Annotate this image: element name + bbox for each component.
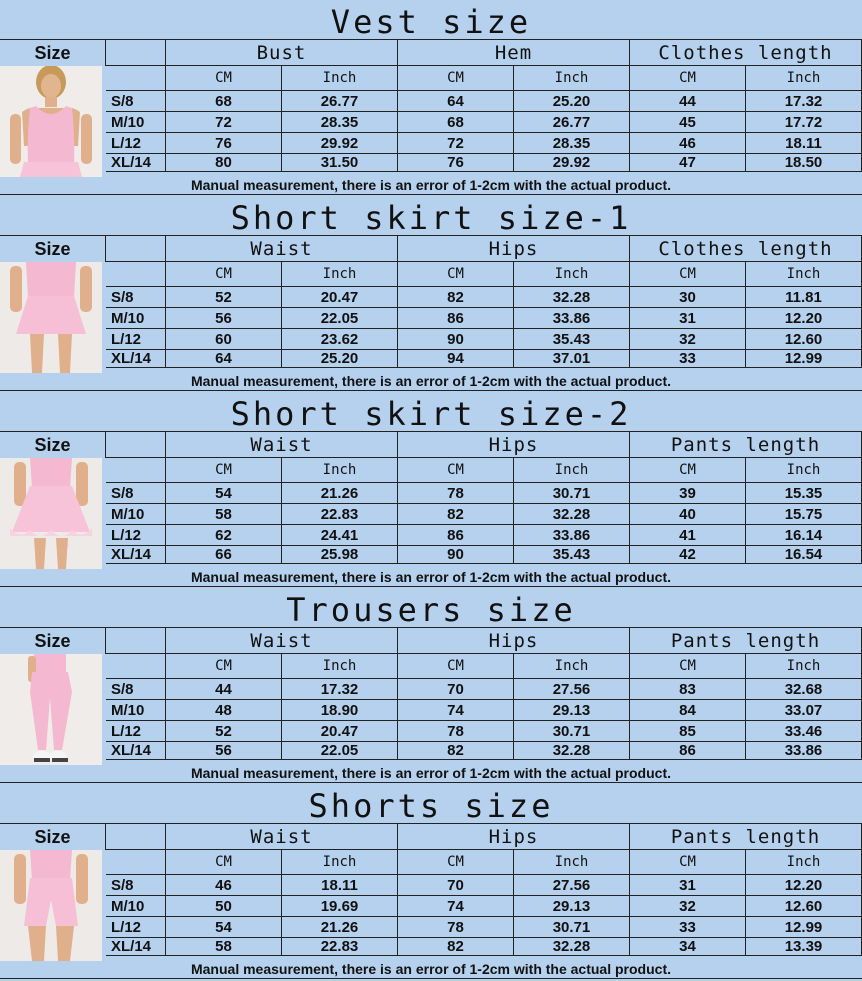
unit-spacer — [106, 66, 166, 91]
value-cell: 22.05 — [282, 742, 398, 760]
value-cell: 20.47 — [282, 721, 398, 742]
unit-inch: Inch — [514, 262, 630, 287]
value-cell: 30.71 — [514, 917, 630, 938]
value-cell: 23.62 — [282, 329, 398, 350]
header-spacer — [106, 824, 166, 850]
value-cell: 54 — [166, 917, 282, 938]
group-header: Bust — [166, 40, 398, 66]
size-l-12: L/12 — [106, 133, 166, 154]
value-cell: 11.81 — [746, 287, 862, 308]
value-cell: 78 — [398, 483, 514, 504]
value-cell: 66 — [166, 546, 282, 564]
measurement-note: Manual measurement, there is an error of 1-2cm with the actual product. — [0, 175, 862, 195]
value-cell: 29.92 — [514, 154, 630, 172]
header-spacer — [106, 40, 166, 66]
unit-inch: Inch — [514, 458, 630, 483]
value-cell: 18.50 — [746, 154, 862, 172]
value-cell: 31 — [630, 308, 746, 329]
value-cell: 22.83 — [282, 504, 398, 525]
value-cell: 60 — [166, 329, 282, 350]
size-m-10: M/10 — [106, 504, 166, 525]
unit-cm: CM — [630, 262, 746, 287]
value-cell: 52 — [166, 721, 282, 742]
group-header: Waist — [166, 628, 398, 654]
value-cell: 58 — [166, 938, 282, 956]
value-cell: 52 — [166, 287, 282, 308]
value-cell: 64 — [166, 350, 282, 368]
value-cell: 22.83 — [282, 938, 398, 956]
group-header: Waist — [166, 432, 398, 458]
unit-cm: CM — [398, 66, 514, 91]
size-header: Size — [0, 628, 106, 654]
value-cell: 12.20 — [746, 308, 862, 329]
value-cell: 33 — [630, 350, 746, 368]
value-cell: 33.86 — [514, 308, 630, 329]
value-cell: 62 — [166, 525, 282, 546]
group-header: Hips — [398, 432, 630, 458]
section-title: Trousers size — [286, 591, 576, 629]
value-cell: 72 — [166, 112, 282, 133]
measurement-note: Manual measurement, there is an error of 1-2cm with the actual product. — [0, 763, 862, 783]
unit-inch: Inch — [282, 66, 398, 91]
value-cell: 94 — [398, 350, 514, 368]
section-1 — [0, 0, 862, 196]
group-header: Hips — [398, 236, 630, 262]
value-cell: 12.60 — [746, 896, 862, 917]
value-cell: 33 — [630, 917, 746, 938]
value-cell: 35.43 — [514, 329, 630, 350]
size-header: Size — [0, 432, 106, 458]
value-cell: 83 — [630, 679, 746, 700]
unit-inch: Inch — [282, 262, 398, 287]
value-cell: 32.28 — [514, 287, 630, 308]
size-s-8: S/8 — [106, 483, 166, 504]
value-cell: 29.13 — [514, 700, 630, 721]
value-cell: 25.20 — [514, 91, 630, 112]
unit-cm: CM — [166, 262, 282, 287]
value-cell: 28.35 — [282, 112, 398, 133]
header-spacer — [106, 236, 166, 262]
value-cell: 16.54 — [746, 546, 862, 564]
unit-inch: Inch — [282, 850, 398, 875]
group-header: Hips — [398, 824, 630, 850]
unit-spacer — [106, 262, 166, 287]
value-cell: 68 — [166, 91, 282, 112]
size-header: Size — [0, 824, 106, 850]
measurement-note: Manual measurement, there is an error of 1-2cm with the actual product. — [0, 371, 862, 391]
size-header: Size — [0, 236, 106, 262]
value-cell: 84 — [630, 700, 746, 721]
value-cell: 16.14 — [746, 525, 862, 546]
unit-cm: CM — [398, 654, 514, 679]
size-xl-14: XL/14 — [106, 742, 166, 760]
value-cell: 15.75 — [746, 504, 862, 525]
group-header: Waist — [166, 236, 398, 262]
section-3 — [0, 392, 862, 588]
section-4 — [0, 588, 862, 784]
unit-cm: CM — [166, 850, 282, 875]
value-cell: 28.35 — [514, 133, 630, 154]
value-cell: 32.28 — [514, 504, 630, 525]
section-title: Short skirt size-1 — [230, 199, 632, 237]
value-cell: 17.72 — [746, 112, 862, 133]
value-cell: 33.46 — [746, 721, 862, 742]
section-title: Shorts size — [308, 787, 554, 825]
value-cell: 12.99 — [746, 350, 862, 368]
value-cell: 72 — [398, 133, 514, 154]
value-cell: 40 — [630, 504, 746, 525]
size-m-10: M/10 — [106, 896, 166, 917]
value-cell: 17.32 — [282, 679, 398, 700]
unit-cm: CM — [630, 850, 746, 875]
value-cell: 42 — [630, 546, 746, 564]
size-s-8: S/8 — [106, 875, 166, 896]
value-cell: 33.07 — [746, 700, 862, 721]
unit-inch: Inch — [282, 654, 398, 679]
section-2 — [0, 196, 862, 392]
value-cell: 35.43 — [514, 546, 630, 564]
size-l-12: L/12 — [106, 917, 166, 938]
value-cell: 25.98 — [282, 546, 398, 564]
value-cell: 34 — [630, 938, 746, 956]
value-cell: 86 — [398, 525, 514, 546]
value-cell: 12.60 — [746, 329, 862, 350]
unit-cm: CM — [398, 458, 514, 483]
value-cell: 19.69 — [282, 896, 398, 917]
value-cell: 29.92 — [282, 133, 398, 154]
value-cell: 78 — [398, 721, 514, 742]
value-cell: 29.13 — [514, 896, 630, 917]
unit-cm: CM — [166, 66, 282, 91]
value-cell: 30 — [630, 287, 746, 308]
value-cell: 12.20 — [746, 875, 862, 896]
unit-inch: Inch — [514, 66, 630, 91]
value-cell: 44 — [166, 679, 282, 700]
pink-ruffle-skirt-photo — [0, 458, 106, 569]
value-cell: 37.01 — [514, 350, 630, 368]
size-l-12: L/12 — [106, 721, 166, 742]
size-xl-14: XL/14 — [106, 154, 166, 172]
size-header: Size — [0, 40, 106, 66]
value-cell: 85 — [630, 721, 746, 742]
value-cell: 44 — [630, 91, 746, 112]
value-cell: 56 — [166, 308, 282, 329]
value-cell: 82 — [398, 938, 514, 956]
group-header: Pants length — [630, 432, 862, 458]
value-cell: 90 — [398, 329, 514, 350]
section-title: Vest size — [330, 3, 532, 41]
pink-tank-top-photo — [0, 66, 106, 177]
value-cell: 39 — [630, 483, 746, 504]
unit-cm: CM — [166, 458, 282, 483]
value-cell: 18.11 — [282, 875, 398, 896]
value-cell: 15.35 — [746, 483, 862, 504]
size-table — [0, 823, 862, 960]
measurement-note: Manual measurement, there is an error of 1-2cm with the actual product. — [0, 959, 862, 979]
value-cell: 12.99 — [746, 917, 862, 938]
unit-inch: Inch — [282, 458, 398, 483]
size-xl-14: XL/14 — [106, 350, 166, 368]
size-m-10: M/10 — [106, 308, 166, 329]
value-cell: 30.71 — [514, 483, 630, 504]
group-header: Waist — [166, 824, 398, 850]
section-5 — [0, 784, 862, 980]
group-header: Hips — [398, 628, 630, 654]
value-cell: 32 — [630, 896, 746, 917]
value-cell: 47 — [630, 154, 746, 172]
size-s-8: S/8 — [106, 91, 166, 112]
value-cell: 22.05 — [282, 308, 398, 329]
size-table — [0, 235, 862, 372]
unit-inch: Inch — [746, 66, 862, 91]
value-cell: 18.11 — [746, 133, 862, 154]
value-cell: 26.77 — [514, 112, 630, 133]
value-cell: 32.28 — [514, 742, 630, 760]
unit-cm: CM — [398, 850, 514, 875]
value-cell: 31.50 — [282, 154, 398, 172]
value-cell: 80 — [166, 154, 282, 172]
group-header: Pants length — [630, 628, 862, 654]
section-title: Short skirt size-2 — [230, 395, 632, 433]
value-cell: 32 — [630, 329, 746, 350]
value-cell: 58 — [166, 504, 282, 525]
unit-cm: CM — [630, 458, 746, 483]
unit-cm: CM — [630, 66, 746, 91]
unit-cm: CM — [630, 654, 746, 679]
value-cell: 45 — [630, 112, 746, 133]
unit-spacer — [106, 458, 166, 483]
value-cell: 46 — [166, 875, 282, 896]
size-table — [0, 431, 862, 568]
value-cell: 21.26 — [282, 483, 398, 504]
pink-leggings-photo — [0, 654, 106, 765]
unit-inch: Inch — [746, 458, 862, 483]
value-cell: 32.68 — [746, 679, 862, 700]
value-cell: 56 — [166, 742, 282, 760]
value-cell: 33.86 — [746, 742, 862, 760]
value-cell: 78 — [398, 917, 514, 938]
value-cell: 21.26 — [282, 917, 398, 938]
value-cell: 20.47 — [282, 287, 398, 308]
unit-spacer — [106, 654, 166, 679]
unit-cm: CM — [166, 654, 282, 679]
value-cell: 86 — [630, 742, 746, 760]
size-xl-14: XL/14 — [106, 938, 166, 956]
value-cell: 90 — [398, 546, 514, 564]
value-cell: 76 — [166, 133, 282, 154]
size-table — [0, 627, 862, 764]
value-cell: 17.32 — [746, 91, 862, 112]
value-cell: 33.86 — [514, 525, 630, 546]
value-cell: 13.39 — [746, 938, 862, 956]
group-header: Hem — [398, 40, 630, 66]
value-cell: 82 — [398, 504, 514, 525]
group-header: Pants length — [630, 824, 862, 850]
unit-inch: Inch — [514, 850, 630, 875]
value-cell: 68 — [398, 112, 514, 133]
header-spacer — [106, 432, 166, 458]
value-cell: 41 — [630, 525, 746, 546]
value-cell: 24.41 — [282, 525, 398, 546]
unit-inch: Inch — [514, 654, 630, 679]
unit-inch: Inch — [746, 654, 862, 679]
value-cell: 27.56 — [514, 875, 630, 896]
value-cell: 74 — [398, 896, 514, 917]
unit-inch: Inch — [746, 262, 862, 287]
value-cell: 26.77 — [282, 91, 398, 112]
size-l-12: L/12 — [106, 329, 166, 350]
value-cell: 27.56 — [514, 679, 630, 700]
value-cell: 32.28 — [514, 938, 630, 956]
size-s-8: S/8 — [106, 679, 166, 700]
value-cell: 31 — [630, 875, 746, 896]
group-header: Clothes length — [630, 236, 862, 262]
measurement-note: Manual measurement, there is an error of 1-2cm with the actual product. — [0, 567, 862, 587]
size-l-12: L/12 — [106, 525, 166, 546]
value-cell: 82 — [398, 287, 514, 308]
size-m-10: M/10 — [106, 112, 166, 133]
value-cell: 25.20 — [282, 350, 398, 368]
value-cell: 86 — [398, 308, 514, 329]
value-cell: 46 — [630, 133, 746, 154]
unit-inch: Inch — [746, 850, 862, 875]
pink-mini-skirt-photo — [0, 262, 106, 373]
size-xl-14: XL/14 — [106, 546, 166, 564]
size-s-8: S/8 — [106, 287, 166, 308]
pink-shorts-photo — [0, 850, 106, 961]
size-m-10: M/10 — [106, 700, 166, 721]
header-spacer — [106, 628, 166, 654]
value-cell: 70 — [398, 875, 514, 896]
value-cell: 76 — [398, 154, 514, 172]
unit-spacer — [106, 850, 166, 875]
value-cell: 30.71 — [514, 721, 630, 742]
value-cell: 82 — [398, 742, 514, 760]
value-cell: 64 — [398, 91, 514, 112]
value-cell: 18.90 — [282, 700, 398, 721]
group-header: Clothes length — [630, 40, 862, 66]
value-cell: 70 — [398, 679, 514, 700]
value-cell: 74 — [398, 700, 514, 721]
value-cell: 54 — [166, 483, 282, 504]
unit-cm: CM — [398, 262, 514, 287]
value-cell: 48 — [166, 700, 282, 721]
size-table — [0, 39, 862, 176]
value-cell: 50 — [166, 896, 282, 917]
